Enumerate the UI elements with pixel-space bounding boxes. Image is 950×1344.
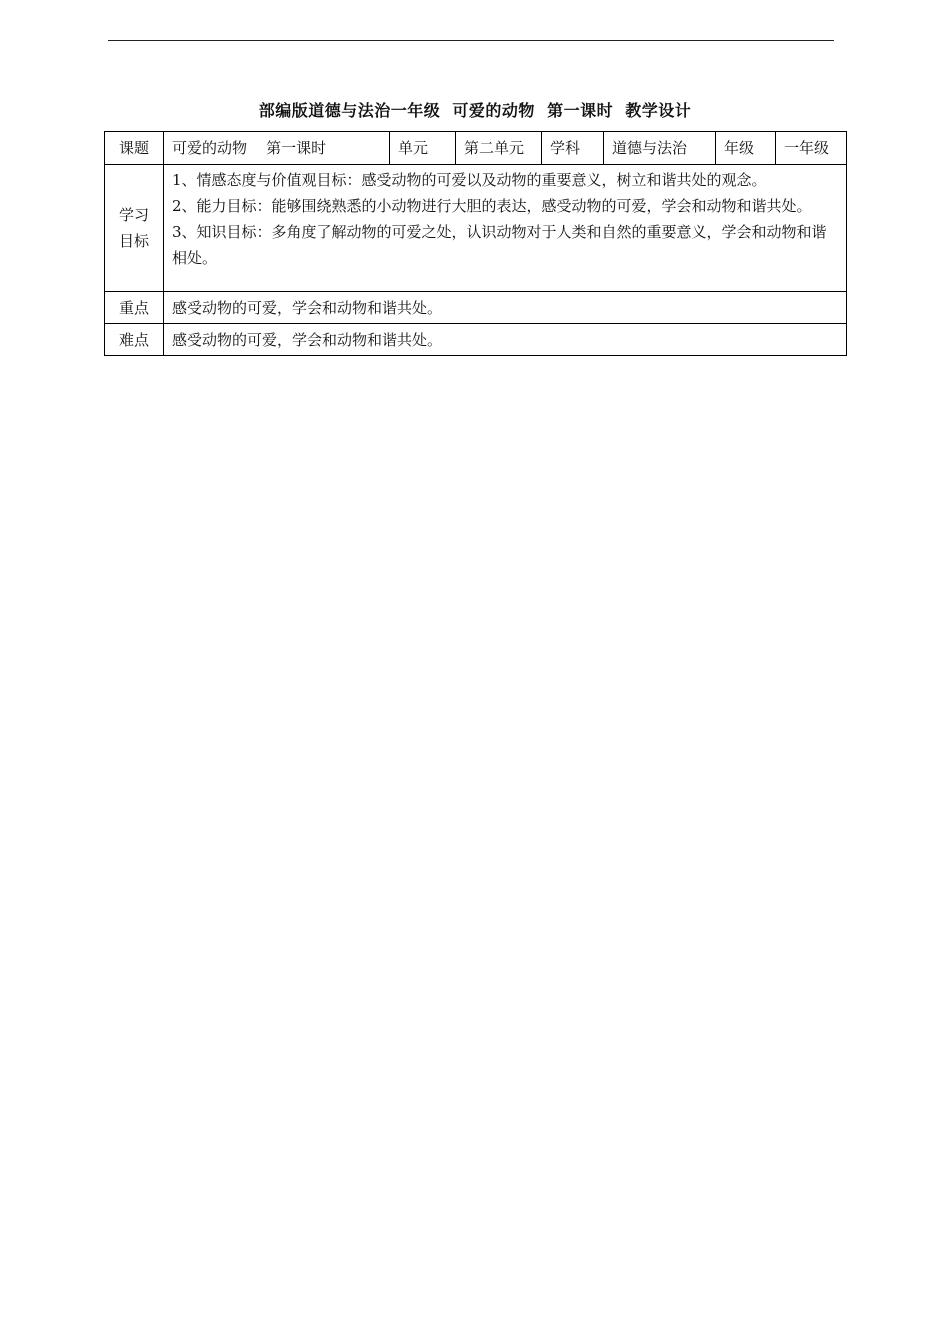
unit-label: 单元 [390,132,456,165]
subject-label: 学科 [542,132,604,165]
goals-label-line-1: 学习 [118,206,149,224]
table-row-difficult-point [105,324,847,356]
goal-item-3: 3、知识目标：多角度了解动物的可爱之处，认识动物对于人类和自然的重要意义，学会和动物和谐相处。 [172,223,827,267]
key-point-value: 感受动物的可爱，学会和动物和谐共处。 [164,292,847,324]
difficult-point-label: 难点 [105,324,164,356]
subject-value: 道德与法治 [604,132,716,165]
header-rule [108,40,834,41]
topic-label: 课题 [105,132,164,165]
document-title: 部编版道德与法治一年级 可爱的动物 第一课时 教学设计 [258,101,692,120]
topic-value: 可爱的动物 第一课时 [164,132,390,165]
table-row-key-point [105,292,847,324]
lesson-plan-table [104,131,847,356]
goals-content [164,165,847,292]
goals-label-line-2: 目标 [118,232,149,250]
table-row-info [105,132,847,165]
grade-label: 年级 [716,132,776,165]
unit-value: 第二单元 [456,132,542,165]
goal-item-1: 1、情感态度与价值观目标：感受动物的可爱以及动物的重要意义，树立和谐共处的观念。 [172,171,767,189]
goals-label [105,165,164,292]
goal-item-2: 2、能力目标：能够围绕熟悉的小动物进行大胆的表达，感受动物的可爱，学会和动物和谐共处。 [172,197,812,215]
table-row-goals [105,165,847,292]
key-point-label: 重点 [105,292,164,324]
difficult-point-value: 感受动物的可爱，学会和动物和谐共处。 [164,324,847,356]
grade-value: 一年级 [776,132,847,165]
